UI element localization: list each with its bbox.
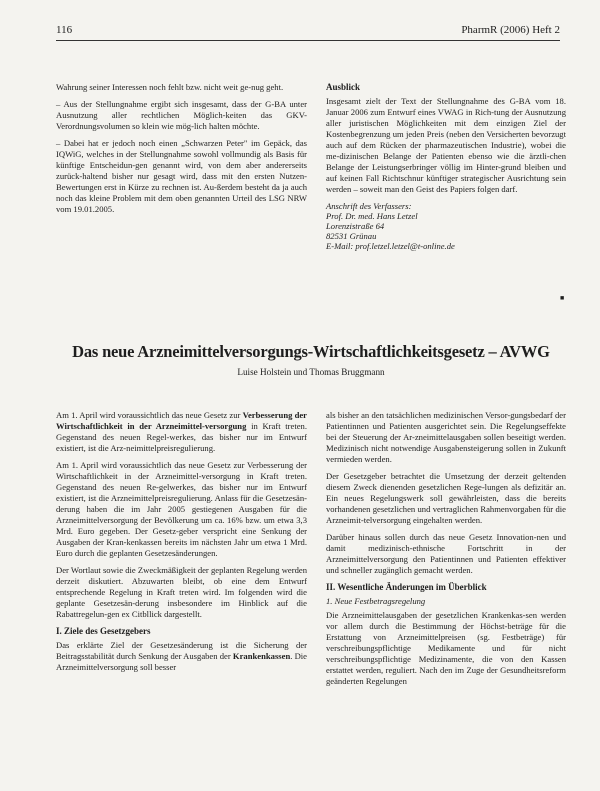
- upper-left-column: [56, 82, 307, 221]
- lower-left-column: [56, 410, 307, 679]
- bold-text-run: Verbesserung der Wirtschaftlichkeit in der Arzneimittel-versorgung: [56, 410, 307, 431]
- section-heading: II. Wesentliche Änderungen im Überblick: [326, 582, 487, 592]
- text-run: Am 1. April wird voraussichtlich das neue Gesetz zur: [56, 410, 243, 420]
- paragraph: als bisher an den tatsächlichen medizinischen Versor-gungsbedarf der Patientinnen und Patienten ausgerichtet sein. Die Regelungseffekte bei der Steuerung der Ar-zneimittelausgaben sollen beseitigt werden. Medizinisch nicht notwendige Ausgabensteigerung sollen in Zukunft vermieden werden.: [326, 410, 566, 464]
- paragraph: Der Wortlaut sowie die Zweckmäßigkeit der geplanten Regelung werden derzeit diskutiert. Abzuwarten bleibt, ob eine dem Entwurf entsprechende Regelung in Kraft treten wird. Im folgenden wird die geplante Gesetzesän-derung insbesondere im Hinblick auf die Rabattregelun-gen ex Citbllick dargestellt.: [56, 565, 307, 619]
- address-line: Lorenzistraße 64: [326, 221, 385, 231]
- text-run: in Kraft treten. Gegenstand des neuen Regel-werkes, das bisher nur im Entwurf existiert, ist die Arz-neimittelpreisregulierung.: [56, 421, 307, 453]
- upper-right-column: [326, 82, 566, 251]
- paragraph: Wahrung seiner Interessen noch fehlt bzw. nicht weit ge-nug geht.: [56, 82, 284, 92]
- paragraph: Darüber hinaus sollen durch das neue Gesetz Innovation-nen und damit medizinisch-ethnische Fortschritt in der Arzneimittelversorgung den Patientinnen und Patienten effektiver und schneller zugänglich gemacht werden.: [326, 532, 566, 575]
- journal-reference: PharmR (2006) Heft 2: [461, 24, 560, 36]
- paragraph: [56, 640, 307, 673]
- text-run: Das erklärte Ziel der Gesetzesänderung ist die Sicherung der Beitragsstabilität durch Senkung der Ausgaben der: [56, 640, 307, 661]
- author-address: [326, 201, 566, 251]
- page-number: 116: [56, 24, 73, 36]
- paragraph: Der Gesetzgeber betrachtet die Umsetzung der derzeit geltenden diesem Zweck dienenden gesetzlichen Rege-lungen als defizitär an. Ein neues Regelungswerk soll gewährleisten, dass die bereits vorhandenen gesetzlichen und vertraglichen Rahmenvorgaben für die Arzneimit-telversorgung eingehalten werden.: [326, 471, 566, 525]
- section-heading: I. Ziele des Gesetzgebers: [56, 626, 151, 636]
- intro-paragraph: [56, 410, 307, 454]
- address-line: 82531 Grünau: [326, 231, 377, 241]
- subsection-heading: 1. Neue Festbetragsregelung: [326, 596, 426, 606]
- end-mark-icon: ■: [560, 294, 565, 302]
- article-authors: Luise Holstein und Thomas Bruggmann: [237, 367, 385, 377]
- address-line: E-Mail: prof.letzel.letzel@t-online.de: [326, 241, 455, 251]
- paragraph: Insgesamt zielt der Text der Stellungnahme des G-BA vom 18. Januar 2006 zum Entwurf eines VWAG in Rich-tung der Ausnutzung aller juristischen Möglichkeiten mit dem einzigen Ziel der Kostenbegrenzung um jeden Preis (neben den Versicherten bevorzugt auch auf dem Rücken der pharmazeutischen Industrie), wobei die me-dizinischen Belange der Patienten ebenso wie die ärztli-chen Belange der Leistungserbringer völlig im Hinter-grund bleiben und auf keinen Fall Richtschnur künftiger strategischer Ausrichtung sein werden – soweit man den Geist des Papiers folgen darf.: [326, 96, 566, 194]
- section-heading-ausblick: Ausblick: [326, 82, 361, 92]
- address-line: Prof. Dr. med. Hans Letzel: [326, 211, 418, 221]
- article-title: Das neue Arzneimittelversorgungs-Wirtschaftlichkeitsgesetz – AVWG: [72, 342, 550, 361]
- paragraph: Am 1. April wird voraussichtlich das neue Gesetz zur Verbesserung der Wirtschaftlichkeit in der Arzneimittel-versorgung in Kraft treten. Gegenstand des neuen Re-gelwerkes, das bisher nur im Entwurf existiert, ist die Arzneimittelpreisregulierung. Anlass für die Gesetzesän-derung haben die im Jahr 2005 gestiegenen Ausgaben für die Arzneimittelversorgung der Bevölkerung um ca. 16% bzw. um etwa 3,3 Mrd. Euro gegeben. Der Gesetz-geber verspricht eine Senkung der Ausgaben der Kran-kenkassen bereits im nächsten Jahr um etwa 1 Mrd. Euro durch die geplanten Gesetzesänderungen.: [56, 460, 307, 558]
- lower-right-column: [326, 410, 566, 693]
- text-run: . Die Arzneimittelversorgung soll besser: [56, 651, 307, 672]
- paragraph: – Dabei hat er jedoch noch einen „Schwarzen Peter" im Gepäck, das IQWiG, welches in der Stellungnahme sowohl vollmundig als Basis für künftige Entscheidun-gen genannt wird, von dem aber andererseits zurück-haltend bisher nur gesagt wird, dass mit den ersten Nutzen-Bewertungen erst in Kürze zu rechnen ist. Au-ßerdem besteht da ja auch noch das kleine Problem mit dem oben genannten Urteil des LSG NRW vom 19.01.2005.: [56, 138, 307, 214]
- paragraph: – Aus der Stellungnahme ergibt sich insgesamt, dass der G-BA unter Ausnutzung aller rechtlichen Möglich-keiten das GKV-Verordnungsvolumen so klein wie mög-lich halten möchte.: [56, 99, 307, 131]
- running-header: [56, 24, 560, 44]
- paragraph: Die Arzneimittelausgaben der gesetzlichen Krankenkas-sen werden vor allem durch die Bestimmung der Höchst-beträge für die Erstattung von Arzneimittelpreisen (sg. Festbeträge) für verschreibungspflichtige Medikamente und für nicht verschreibungspflichtige Medizinamente, die von den Kassen erstattet werden, reguliert. Nach den im Zuge der Gesundheitsreform geänderten Regelungen: [326, 610, 566, 686]
- header-rule: [56, 40, 560, 41]
- address-line: Anschrift des Verfassers:: [326, 201, 412, 211]
- bold-text-run: Krankenkassen: [232, 651, 291, 661]
